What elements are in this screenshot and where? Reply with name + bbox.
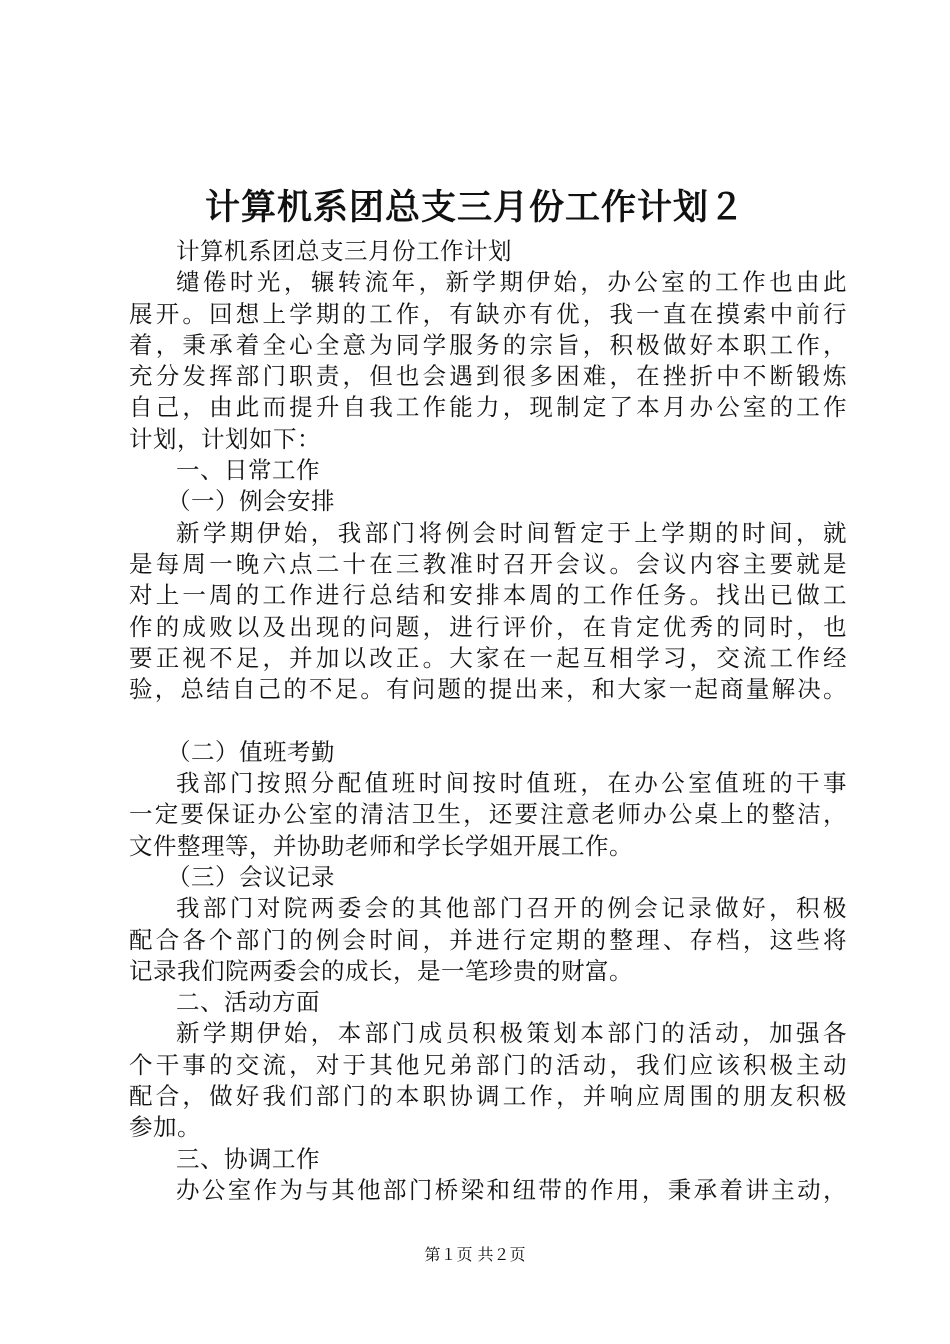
paragraph-line: 充分发挥部门职责，但也会遇到很多困难，在挫折中不断锻炼	[129, 362, 847, 391]
paragraph-line: 办公室作为与其他部门桥梁和纽带的作用，秉承着讲主动，	[176, 1175, 847, 1204]
paragraph-line: 我部门对院两委会的其他部门召开的例会记录做好，积极	[176, 894, 847, 923]
subsection-heading: （二）值班考勤	[167, 737, 335, 766]
paragraph-line: 个干事的交流，对于其他兄弟部门的活动，我们应该积极主动	[129, 1050, 847, 1079]
paragraph-line: 展开。回想上学期的工作，有缺亦有优，我一直在摸索中前行	[129, 299, 847, 328]
paragraph-line: 缱倦时光，辗转流年，新学期伊始，办公室的工作也由此	[176, 268, 847, 297]
paragraph-line: 文件整理等，并协助老师和学长学姐开展工作。	[129, 831, 633, 860]
paragraph-line: 作的成败以及出现的问题，进行评价，在肯定优秀的同时，也	[129, 612, 847, 641]
paragraph-line: 验，总结自己的不足。有问题的提出来，和大家一起商量解决。	[129, 675, 847, 704]
paragraph-line: 着，秉承着全心全意为同学服务的宗旨，积极做好本职工作，	[129, 330, 847, 359]
paragraph-line: 配合，做好我们部门的本职协调工作，并响应周围的朋友积极	[129, 1082, 847, 1111]
paragraph-line: 新学期伊始，本部门成员积极策划本部门的活动，加强各	[176, 1019, 847, 1048]
document-body	[129, 236, 847, 1206]
paragraph-line: 自己，由此而提升自我工作能力，现制定了本月办公室的工作	[129, 393, 847, 422]
blank-line	[129, 705, 847, 736]
document-title: 计算机系团总支三月份工作计划２	[204, 187, 745, 228]
paragraph-line: 对上一周的工作进行总结和安排本周的工作任务。找出已做工	[129, 581, 847, 610]
section-heading: 三、协调工作	[176, 1144, 320, 1173]
paragraph-line: 记录我们院两委会的成长，是一笔珍贵的财富。	[129, 956, 633, 985]
paragraph-line: 我部门按照分配值班时间按时值班，在办公室值班的干事	[176, 769, 847, 798]
paragraph-line: 要正视不足，并加以改正。大家在一起互相学习，交流工作经	[129, 643, 847, 672]
paragraph-line: 新学期伊始，我部门将例会时间暂定于上学期的时间，就	[176, 518, 847, 547]
paragraph-line: 参加。	[129, 1113, 201, 1142]
section-heading: 一、日常工作	[176, 456, 320, 485]
page-footer: 第１页 共２页	[424, 1245, 526, 1264]
paragraph-line: 计划，计划如下：	[129, 424, 321, 453]
subsection-heading: （三）会议记录	[167, 862, 335, 891]
paragraph-line: 是每周一晚六点二十在三教准时召开会议。会议内容主要就是	[129, 549, 847, 578]
subtitle-line: 计算机系团总支三月份工作计划	[176, 237, 512, 265]
subsection-heading: （一）例会安排	[167, 487, 335, 516]
paragraph-line: 配合各个部门的例会时间，并进行定期的整理、存档，这些将	[129, 925, 847, 954]
paragraph-line: 一定要保证办公室的清洁卫生，还要注意老师办公桌上的整洁，	[129, 800, 847, 829]
section-heading: 二、活动方面	[176, 988, 320, 1017]
